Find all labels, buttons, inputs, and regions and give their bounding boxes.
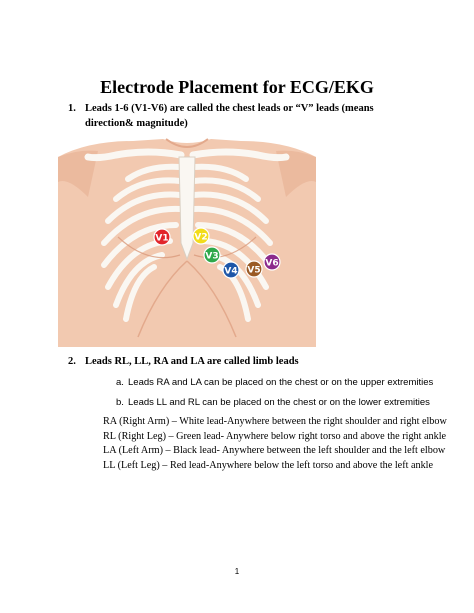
limb-line-la: LA (Left Arm) – Black lead- Anywhere between the left shoulder and the left elbow [103,445,446,456]
sub-letter: b. [116,397,124,408]
limb-lead-descriptions [103,415,453,473]
sternum [179,157,195,259]
electrode-label: V3 [205,251,219,262]
electrode-label: V6 [265,258,279,269]
electrode-v1 [154,229,170,245]
electrode-label: V1 [155,233,169,244]
list-text: Leads 1-6 (V1-V6) are called the chest leads or “V” leads (means direction& magnitude) [85,103,374,129]
limb-line-ll: LL (Left Leg) – Red lead-Anywhere below the left torso and above the left ankle [103,459,434,471]
electrode-label: V2 [194,232,208,243]
electrode-label: V5 [247,265,261,276]
list-number: 2. [68,356,76,367]
page-title: Electrode Placement for ECG/EKG [100,77,374,97]
electrode-v5 [246,261,262,277]
sub-text: Leads RA and LA can be placed on the chest or on the upper extremities [128,377,434,388]
page-number: 1 [234,567,240,576]
limb-line-ra: RA (Right Arm) – White lead-Anywhere between the right shoulder and right elbow [103,416,447,427]
electrode-v6 [264,254,280,270]
list-text: Leads RL, LL, RA and LA are called limb leads [85,356,299,367]
chest-illustration [58,137,316,347]
electrode-v3 [204,247,220,263]
sub-text: Leads LL and RL can be placed on the chest or on the lower extremities [128,397,430,408]
limb-line-rl: RL (Right Leg) – Green lead- Anywhere below right torso and above the right ankle [103,430,447,442]
list-number: 1. [68,103,76,114]
electrode-v4 [223,262,239,278]
sub-letter: a. [116,377,124,388]
electrode-v2 [193,228,209,244]
electrode-label: V4 [224,266,238,277]
